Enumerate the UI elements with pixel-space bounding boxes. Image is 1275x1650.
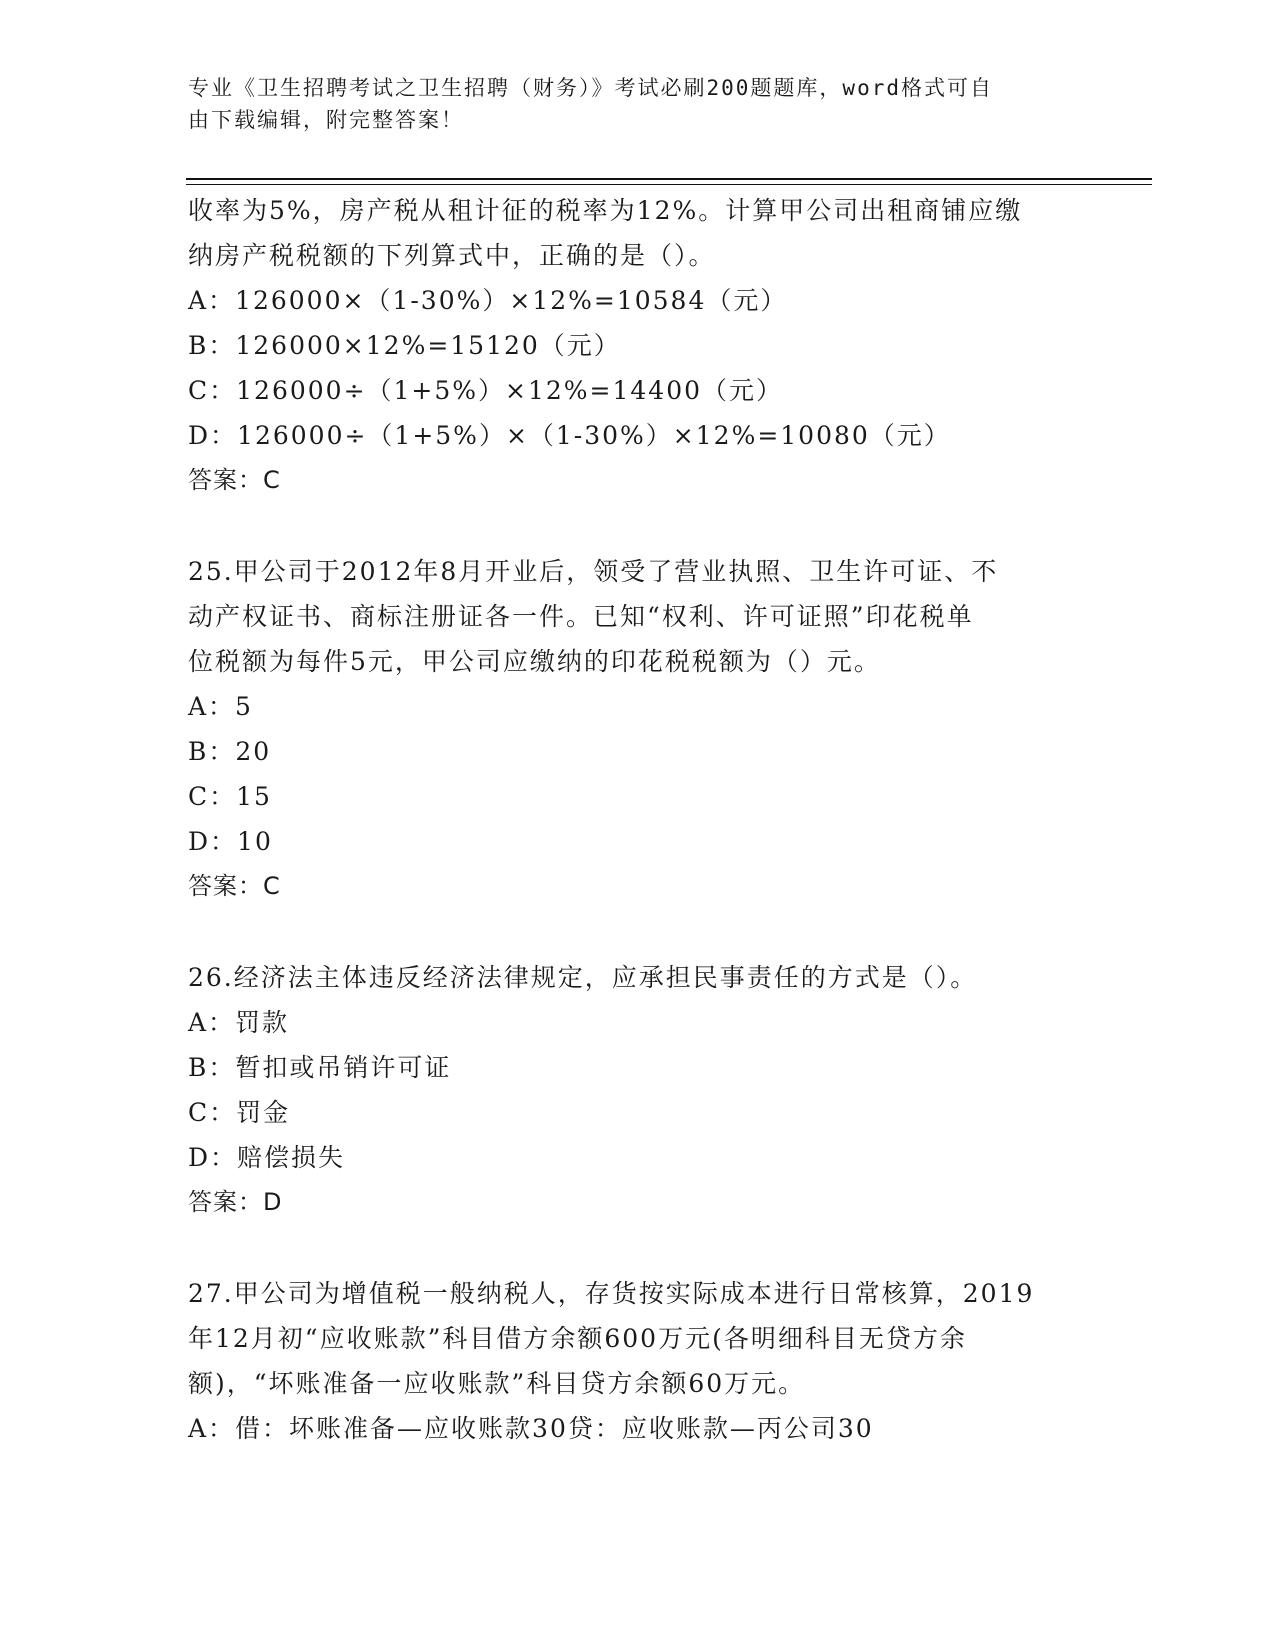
option-a: A：126000×（1-30%）×12%=10584（元） (188, 286, 788, 315)
option-a: A：借：坏账准备—应收账款30贷：应收账款—丙公司30 (188, 1414, 874, 1443)
option-a: A：罚款 (188, 1008, 290, 1037)
option-b: B：126000×12%=15120（元） (188, 331, 621, 360)
question-24 (188, 188, 1088, 503)
question-text-line: 26.经济法主体违反经济法律规定，应承担民事责任的方式是（）。 (188, 963, 978, 992)
header-line-1: 专业《卫生招聘考试之卫生招聘（财务）》考试必刷200题题库，word格式可自 (188, 76, 993, 100)
question-text-line: 年12月初“应收账款”科目借方余额600万元(各明细科目无贷方余 (188, 1324, 967, 1353)
header-line-2: 由下载编辑，附完整答案！ (188, 108, 464, 132)
answer-line: 答案：D (188, 1188, 283, 1216)
document-header (188, 72, 1068, 136)
question-text-line: 额)，“坏账准备一应收账款”科目贷方余额60万元。 (188, 1369, 806, 1398)
option-c: C：15 (188, 782, 272, 811)
option-d: D：10 (188, 827, 273, 856)
question-25 (188, 549, 1088, 909)
question-text-line: 动产权证书、商标注册证各一件。已知“权利、许可证照”印花税单 (188, 602, 974, 631)
question-content (188, 188, 1088, 1451)
option-c: C：126000÷（1+5%）×12%=14400（元） (188, 376, 784, 405)
header-rule-thick (186, 178, 1152, 180)
option-b: B：暂扣或吊销许可证 (188, 1053, 452, 1082)
question-27 (188, 1271, 1088, 1451)
header-rule-thin (186, 184, 1152, 185)
question-text-line: 27.甲公司为增值税一般纳税人，存货按实际成本进行日常核算，2019 (188, 1279, 1035, 1308)
answer-line: 答案：C (188, 466, 281, 494)
option-b: B：20 (188, 737, 272, 766)
question-text-line: 25.甲公司于2012年8月开业后，领受了营业执照、卫生许可证、不 (188, 557, 999, 586)
question-text-line: 收率为5%，房产税从租计征的税率为12%。计算甲公司出租商铺应缴 (188, 196, 1023, 225)
option-d: D：赔偿损失 (188, 1143, 346, 1172)
question-text-line: 位税额为每件5元，甲公司应缴纳的印花税税额为（）元。 (188, 647, 881, 676)
question-text-line: 纳房产税税额的下列算式中，正确的是（）。 (188, 241, 716, 270)
answer-line: 答案：C (188, 872, 281, 900)
option-c: C：罚金 (188, 1098, 291, 1127)
option-d: D：126000÷（1+5%）×（1-30%）×12%=10080（元） (188, 421, 951, 450)
option-a: A：5 (188, 692, 253, 721)
question-26 (188, 955, 1088, 1225)
